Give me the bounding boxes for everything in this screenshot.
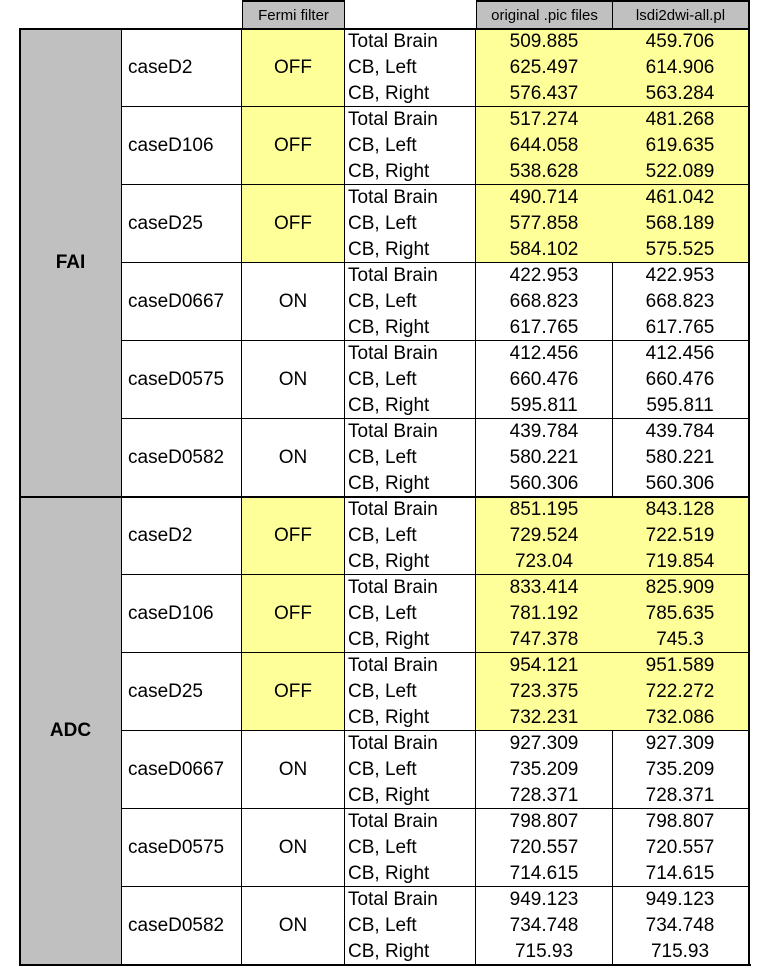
- lsdi-value: 619.635: [612, 133, 749, 159]
- region-label: Total Brain: [345, 497, 476, 523]
- region-label: CB, Right: [345, 471, 476, 497]
- region-label: Total Brain: [345, 29, 476, 55]
- lsdi-value: 728.371: [612, 783, 749, 809]
- region-label: Total Brain: [345, 341, 476, 367]
- original-value: 439.784: [476, 419, 613, 445]
- region-label: Total Brain: [345, 575, 476, 601]
- region-label: CB, Right: [345, 705, 476, 731]
- lsdi-value: 660.476: [612, 367, 749, 393]
- case-name: caseD0575: [122, 809, 242, 887]
- lsdi-value: 412.456: [612, 341, 749, 367]
- fermi-filter-value: ON: [242, 731, 345, 809]
- lsdi-value: 481.268: [612, 107, 749, 133]
- original-value: 715.93: [476, 939, 613, 965]
- fermi-filter-value: OFF: [242, 185, 345, 263]
- original-value: 577.858: [476, 211, 613, 237]
- group-label: FAI: [20, 29, 122, 497]
- case-name: caseD106: [122, 575, 242, 653]
- fermi-filter-value: ON: [242, 887, 345, 965]
- original-value: 723.375: [476, 679, 613, 705]
- lsdi-value: 668.823: [612, 289, 749, 315]
- case-name: caseD25: [122, 185, 242, 263]
- lsdi-value: 843.128: [612, 497, 749, 523]
- lsdi-value: 951.589: [612, 653, 749, 679]
- region-label: Total Brain: [345, 185, 476, 211]
- region-label: CB, Left: [345, 133, 476, 159]
- region-label: CB, Right: [345, 315, 476, 341]
- original-value: 560.306: [476, 471, 613, 497]
- original-value: 798.807: [476, 809, 613, 835]
- region-label: Total Brain: [345, 887, 476, 913]
- original-value: 576.437: [476, 81, 613, 107]
- fermi-filter-value: OFF: [242, 107, 345, 185]
- case-name: caseD0667: [122, 263, 242, 341]
- region-label: Total Brain: [345, 653, 476, 679]
- region-label: CB, Right: [345, 783, 476, 809]
- original-value: 412.456: [476, 341, 613, 367]
- region-label: CB, Left: [345, 445, 476, 471]
- lsdi-value: 459.706: [612, 29, 749, 55]
- region-label: CB, Right: [345, 81, 476, 107]
- lsdi-value: 735.209: [612, 757, 749, 783]
- lsdi-value: 722.272: [612, 679, 749, 705]
- header-original-pic-files: original .pic files: [476, 0, 613, 29]
- lsdi-value: 785.635: [612, 601, 749, 627]
- lsdi-value: 714.615: [612, 861, 749, 887]
- lsdi-value: 949.123: [612, 887, 749, 913]
- region-label: Total Brain: [345, 263, 476, 289]
- fermi-filter-value: OFF: [242, 29, 345, 107]
- original-value: 660.476: [476, 367, 613, 393]
- original-value: 747.378: [476, 627, 613, 653]
- lsdi-value: 720.557: [612, 835, 749, 861]
- original-value: 580.221: [476, 445, 613, 471]
- lsdi-value: 422.953: [612, 263, 749, 289]
- lsdi-value: 461.042: [612, 185, 749, 211]
- table-right-border: [748, 0, 750, 966]
- table-bottom-border: [20, 964, 751, 966]
- group-label: ADC: [20, 497, 122, 965]
- original-value: 617.765: [476, 315, 613, 341]
- region-label: CB, Left: [345, 367, 476, 393]
- lsdi-value: 927.309: [612, 731, 749, 757]
- original-value: 927.309: [476, 731, 613, 757]
- original-value: 714.615: [476, 861, 613, 887]
- fermi-filter-value: OFF: [242, 497, 345, 575]
- lsdi-value: 522.089: [612, 159, 749, 185]
- case-name: caseD0582: [122, 419, 242, 497]
- original-value: 833.414: [476, 575, 613, 601]
- fermi-filter-value: ON: [242, 341, 345, 419]
- region-label: CB, Left: [345, 757, 476, 783]
- fermi-filter-value: OFF: [242, 575, 345, 653]
- region-label: Total Brain: [345, 731, 476, 757]
- original-value: 954.121: [476, 653, 613, 679]
- region-label: CB, Right: [345, 237, 476, 263]
- table-left-border: [19, 28, 21, 966]
- region-label: CB, Left: [345, 835, 476, 861]
- lsdi-value: 617.765: [612, 315, 749, 341]
- original-value: 732.231: [476, 705, 613, 731]
- case-name: caseD2: [122, 29, 242, 107]
- original-value: 723.04: [476, 549, 613, 575]
- lsdi-value: 595.811: [612, 393, 749, 419]
- region-label: CB, Right: [345, 549, 476, 575]
- original-value: 490.714: [476, 185, 613, 211]
- original-value: 735.209: [476, 757, 613, 783]
- header-fermi-filter: Fermi filter: [242, 0, 345, 29]
- lsdi-value: 715.93: [612, 939, 749, 965]
- case-name: caseD0575: [122, 341, 242, 419]
- lsdi-value: 719.854: [612, 549, 749, 575]
- original-value: 728.371: [476, 783, 613, 809]
- lsdi-value: 568.189: [612, 211, 749, 237]
- fermi-filter-value: ON: [242, 419, 345, 497]
- region-label: CB, Left: [345, 289, 476, 315]
- lsdi-value: 439.784: [612, 419, 749, 445]
- original-value: 595.811: [476, 393, 613, 419]
- original-value: 538.628: [476, 159, 613, 185]
- lsdi-value: 734.748: [612, 913, 749, 939]
- lsdi-value: 825.909: [612, 575, 749, 601]
- original-value: 781.192: [476, 601, 613, 627]
- original-value: 644.058: [476, 133, 613, 159]
- original-value: 729.524: [476, 523, 613, 549]
- original-value: 668.823: [476, 289, 613, 315]
- lsdi-value: 798.807: [612, 809, 749, 835]
- original-value: 734.748: [476, 913, 613, 939]
- region-label: CB, Left: [345, 913, 476, 939]
- table-top-border: [20, 28, 749, 30]
- region-label: CB, Right: [345, 393, 476, 419]
- fermi-filter-value: OFF: [242, 653, 345, 731]
- lsdi-value: 722.519: [612, 523, 749, 549]
- original-value: 517.274: [476, 107, 613, 133]
- lsdi-value: 580.221: [612, 445, 749, 471]
- region-label: CB, Left: [345, 55, 476, 81]
- lsdi-value: 563.284: [612, 81, 749, 107]
- region-label: CB, Left: [345, 523, 476, 549]
- lsdi-value: 560.306: [612, 471, 749, 497]
- lsdi-value: 614.906: [612, 55, 749, 81]
- case-name: caseD106: [122, 107, 242, 185]
- original-value: 720.557: [476, 835, 613, 861]
- region-label: Total Brain: [345, 809, 476, 835]
- case-name: caseD25: [122, 653, 242, 731]
- case-name: caseD0667: [122, 731, 242, 809]
- region-label: CB, Right: [345, 627, 476, 653]
- fermi-filter-value: ON: [242, 263, 345, 341]
- original-value: 509.885: [476, 29, 613, 55]
- region-label: Total Brain: [345, 107, 476, 133]
- header-lsdi2dwi: lsdi2dwi-all.pl: [612, 0, 749, 29]
- lsdi-value: 732.086: [612, 705, 749, 731]
- original-value: 851.195: [476, 497, 613, 523]
- region-label: CB, Left: [345, 679, 476, 705]
- region-label: CB, Left: [345, 601, 476, 627]
- case-name: caseD0582: [122, 887, 242, 965]
- lsdi-value: 745.3: [612, 627, 749, 653]
- original-value: 949.123: [476, 887, 613, 913]
- case-name: caseD2: [122, 497, 242, 575]
- group-divider: [20, 496, 749, 498]
- region-label: Total Brain: [345, 419, 476, 445]
- region-label: CB, Right: [345, 159, 476, 185]
- region-label: CB, Right: [345, 861, 476, 887]
- region-label: CB, Left: [345, 211, 476, 237]
- original-value: 625.497: [476, 55, 613, 81]
- original-value: 584.102: [476, 237, 613, 263]
- lsdi-value: 575.525: [612, 237, 749, 263]
- region-label: CB, Right: [345, 939, 476, 965]
- original-value: 422.953: [476, 263, 613, 289]
- fermi-filter-value: ON: [242, 809, 345, 887]
